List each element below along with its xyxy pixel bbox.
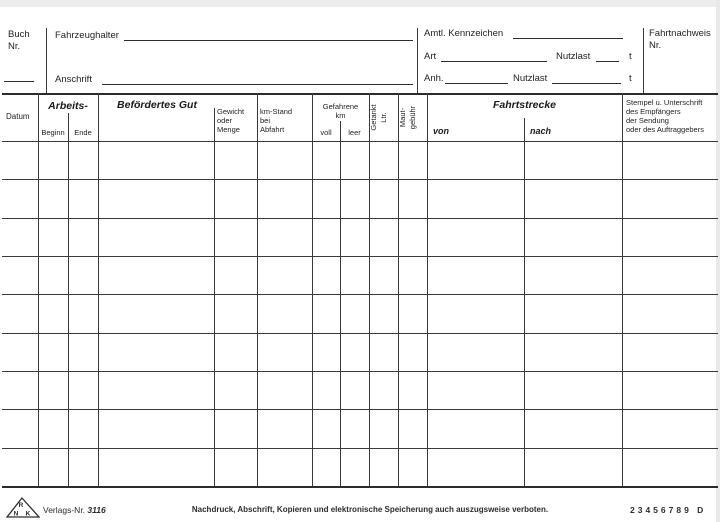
table-top-border (2, 93, 718, 95)
print-code: 23456789 D (630, 505, 707, 515)
publisher-label-text: Verlags-Nr. (43, 505, 86, 515)
col-header-toll (398, 94, 427, 141)
col-header-weight (217, 107, 244, 134)
type-blank (441, 61, 547, 62)
copyright-notice: Nachdruck, Abschrift, Kopieren und elektronische Speicherung auch auszugsweise verboten. (191, 505, 549, 514)
row-line-8 (2, 448, 718, 449)
col-line-empty-fueled (369, 93, 370, 486)
trailer-label: Anh. (424, 73, 444, 84)
row-line-3 (2, 256, 718, 257)
book-no-label-line2: Nr. (8, 41, 21, 52)
row-line-6 (2, 371, 718, 372)
row-line-2 (2, 218, 718, 219)
top-divider-2 (417, 28, 418, 93)
col-header-fueled-l2: Ltr. (378, 112, 388, 123)
row-line-5 (2, 333, 718, 334)
payload-label: Nutzlast (556, 51, 591, 62)
col-header-driven (312, 102, 369, 120)
table-header-bottom-line (2, 141, 718, 142)
col-header-from: von (433, 126, 450, 136)
payload-unit: t (629, 51, 632, 62)
col-header-fueled-l1: Getankt (369, 104, 378, 131)
col-line-weight-odometer (257, 93, 258, 486)
publisher-number-text: 3116 (87, 505, 106, 515)
col-line-fueled-toll (398, 93, 399, 486)
col-header-stamp-l4: oder des Auftraggebers (626, 125, 704, 134)
col-header-driven-l2: km (335, 111, 346, 120)
row-line-4 (2, 294, 718, 295)
col-header-weight-l3: Menge (217, 125, 240, 134)
col-header-stamp-l2: des Empfängers (626, 107, 681, 116)
rnk-logo (6, 497, 40, 518)
col-line-to-stamp (622, 93, 623, 486)
payload-blank (596, 61, 619, 62)
top-divider-3 (643, 28, 644, 93)
col-header-end: Ende (74, 128, 92, 137)
col-header-weight-l1: Gewicht (217, 107, 245, 116)
trailer-payload-blank (552, 83, 621, 84)
trailer-payload-unit: t (629, 73, 632, 84)
col-header-date: Datum (6, 112, 30, 121)
license-plate-blank (513, 38, 623, 39)
trailer-payload-label: Nutzlast (513, 73, 548, 84)
col-line-from-to (524, 118, 525, 486)
address-label: Anschrift (55, 74, 92, 85)
book-no-blank (4, 81, 34, 82)
col-header-work: Arbeits- (48, 100, 88, 112)
col-header-begin: Beginn (41, 128, 65, 137)
rnk-logo-letter-r: R (18, 502, 24, 509)
rnk-logo-letter-n: N (13, 510, 19, 518)
col-header-stamp-l1: Stempel u. Unterschrift (626, 98, 703, 107)
type-label: Art (424, 51, 437, 62)
col-header-full: voll (320, 128, 332, 137)
scan-edge-right (716, 0, 720, 522)
col-line-full-empty (340, 121, 341, 486)
col-header-weight-l2: oder (217, 116, 233, 125)
license-plate-label: Amtl. Kennzeichen (424, 28, 504, 39)
col-header-goods: Befördertes Gut (117, 99, 197, 111)
trip-record-label-line1: Fahrtnachweis (649, 28, 711, 39)
top-divider-1 (46, 28, 47, 93)
col-line-toll-from (427, 93, 428, 486)
vehicle-owner-blank (124, 40, 413, 41)
trailer-blank (445, 83, 508, 84)
publisher-number-label (43, 505, 106, 515)
col-header-odometer-l3: Abfahrt (260, 125, 285, 134)
col-header-toll-l2: gebühr (407, 105, 417, 130)
scan-edge-top (0, 0, 720, 7)
col-header-to: nach (530, 126, 552, 136)
rnk-logo-letter-k: K (25, 510, 31, 518)
col-header-driven-l1: Gefahrene (322, 102, 359, 111)
col-header-odometer-l2: bei (260, 116, 271, 125)
table-bottom-border (2, 486, 718, 488)
col-header-fueled (369, 94, 398, 141)
trip-record-label-line2: Nr. (649, 40, 662, 51)
row-line-1 (2, 179, 718, 180)
col-header-stamp (626, 98, 704, 134)
col-header-odometer (260, 107, 292, 134)
col-header-toll-l1: Maut- (398, 107, 407, 128)
col-header-empty: leer (348, 128, 361, 137)
book-no-label-line1: Buch (8, 29, 30, 40)
vehicle-owner-label: Fahrzeughalter (55, 30, 119, 41)
col-line-date-begin (38, 93, 39, 486)
col-line-begin-end (68, 113, 69, 486)
col-line-odometer-driven (312, 93, 313, 486)
row-line-7 (2, 409, 718, 410)
col-header-route: Fahrtstrecke (492, 99, 557, 111)
col-line-goods-weight (214, 108, 215, 486)
col-header-odometer-l1: km-Stand (260, 107, 293, 116)
col-header-stamp-l3: der Sendung (626, 116, 669, 125)
address-blank (102, 84, 413, 85)
col-line-end-goods (98, 93, 99, 486)
